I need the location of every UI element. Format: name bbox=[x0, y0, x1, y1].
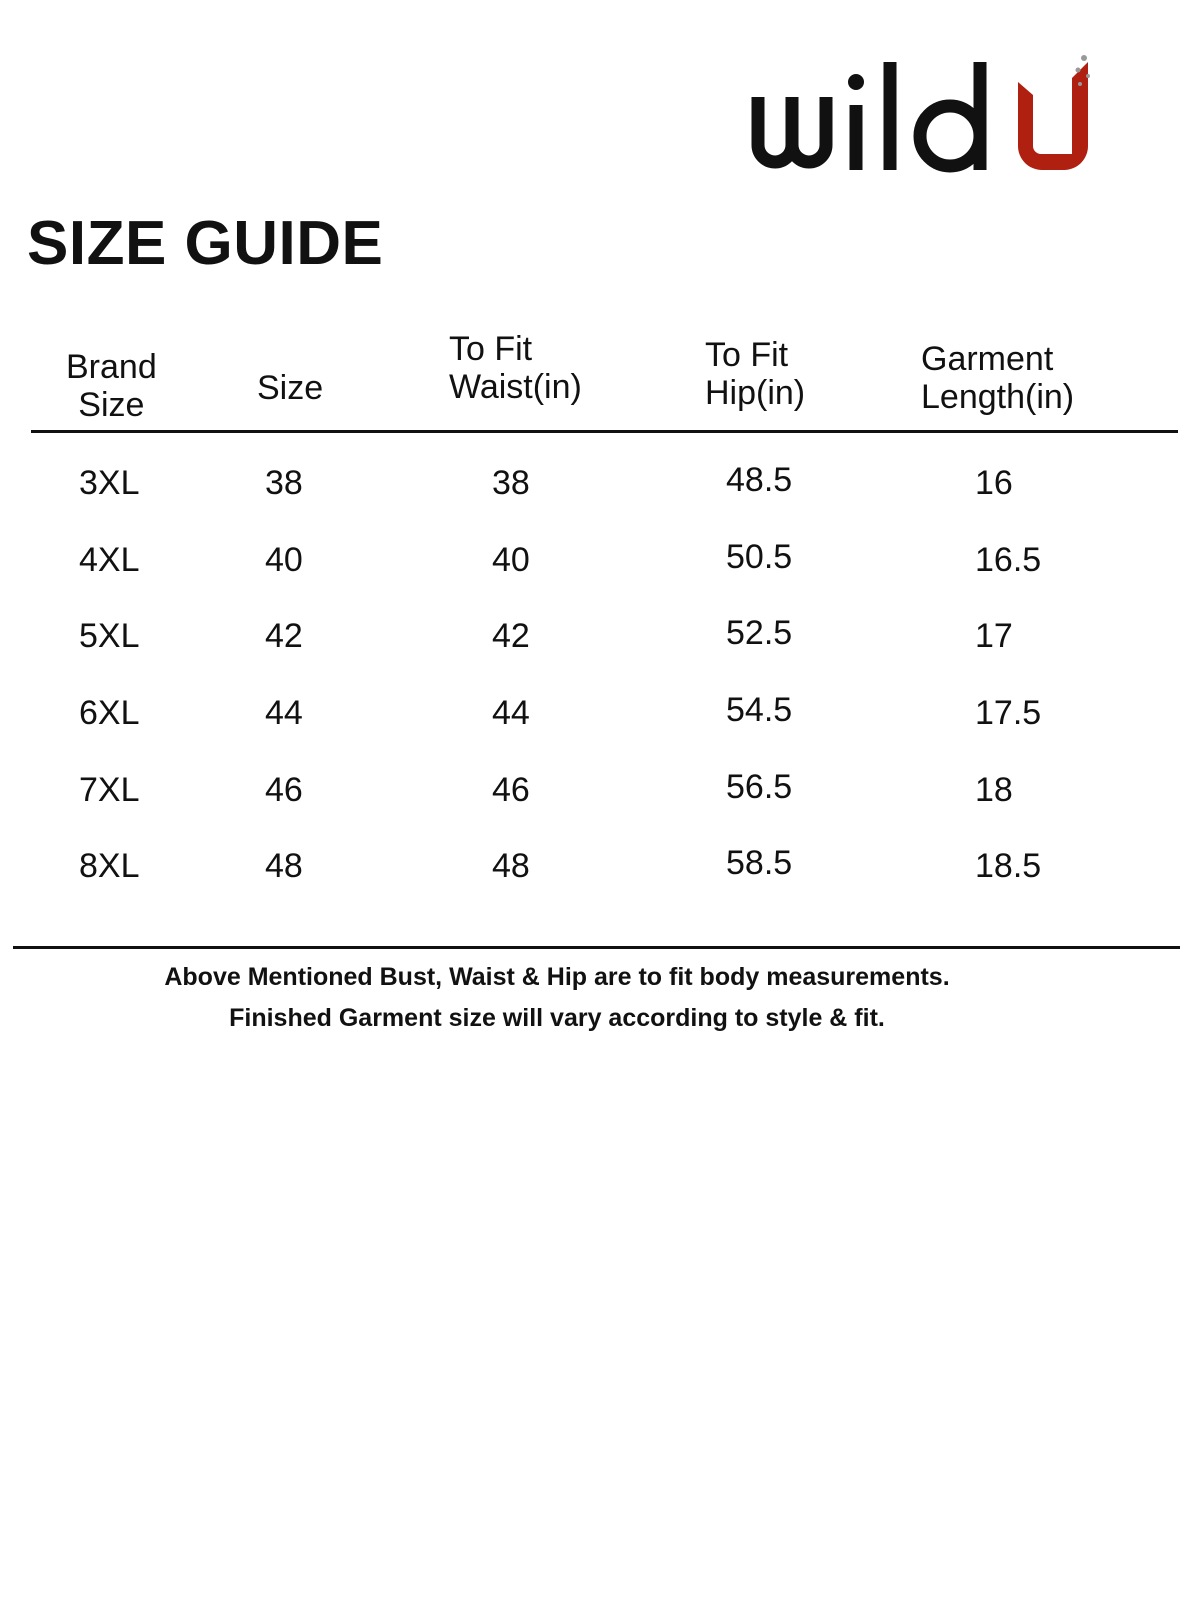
header-line: Waist(in) bbox=[449, 368, 582, 406]
header-line: Size bbox=[78, 386, 145, 424]
header-line: Garment bbox=[921, 340, 1054, 378]
cell-waist: 42 bbox=[492, 617, 530, 655]
header-size bbox=[257, 369, 323, 407]
cell-waist: 38 bbox=[492, 464, 530, 502]
cell-length: 17.5 bbox=[975, 694, 1042, 732]
cell-length: 17 bbox=[975, 617, 1013, 655]
cell-hip: 56.5 bbox=[726, 768, 793, 806]
cell-length: 16 bbox=[975, 464, 1013, 502]
cell-hip: 54.5 bbox=[726, 691, 793, 729]
header-brand-size bbox=[66, 348, 157, 424]
brand-logo bbox=[750, 50, 1130, 190]
cell-hip: 48.5 bbox=[726, 461, 793, 499]
header-line: To Fit bbox=[449, 330, 533, 368]
cell-length: 16.5 bbox=[975, 541, 1042, 579]
cell-brand-size: 3XL bbox=[79, 464, 140, 502]
cell-size: 38 bbox=[265, 464, 303, 502]
footer-divider bbox=[13, 946, 1180, 949]
cell-size: 42 bbox=[265, 617, 303, 655]
cell-waist: 40 bbox=[492, 541, 530, 579]
cell-brand-size: 4XL bbox=[79, 541, 140, 579]
header-hip bbox=[705, 336, 805, 412]
cell-waist: 48 bbox=[492, 847, 530, 885]
cell-size: 48 bbox=[265, 847, 303, 885]
footer-note-2: Finished Garment size will vary according to style & fit. bbox=[229, 1004, 885, 1032]
cell-brand-size: 8XL bbox=[79, 847, 140, 885]
header-line: Length(in) bbox=[921, 378, 1075, 416]
cell-size: 40 bbox=[265, 541, 303, 579]
cell-length: 18.5 bbox=[975, 847, 1042, 885]
cell-size: 44 bbox=[265, 694, 303, 732]
header-line: To Fit bbox=[705, 336, 789, 374]
cell-waist: 44 bbox=[492, 694, 530, 732]
cell-hip: 58.5 bbox=[726, 844, 793, 882]
cell-length: 18 bbox=[975, 771, 1013, 809]
header-divider bbox=[31, 430, 1178, 433]
page-title: SIZE GUIDE bbox=[27, 209, 384, 278]
header-waist bbox=[449, 330, 582, 406]
header-line: Brand bbox=[66, 348, 157, 386]
cell-brand-size: 6XL bbox=[79, 694, 140, 732]
cell-hip: 50.5 bbox=[726, 538, 793, 576]
cell-waist: 46 bbox=[492, 771, 530, 809]
cell-hip: 52.5 bbox=[726, 614, 793, 652]
cell-size: 46 bbox=[265, 771, 303, 809]
footer-note-1: Above Mentioned Bust, Waist & Hip are to fit body measurements. bbox=[164, 963, 950, 991]
header-line: Hip(in) bbox=[705, 374, 806, 412]
cell-brand-size: 7XL bbox=[79, 771, 140, 809]
header-length bbox=[921, 340, 1074, 416]
header-line: Size bbox=[257, 369, 324, 407]
cell-brand-size: 5XL bbox=[79, 617, 140, 655]
